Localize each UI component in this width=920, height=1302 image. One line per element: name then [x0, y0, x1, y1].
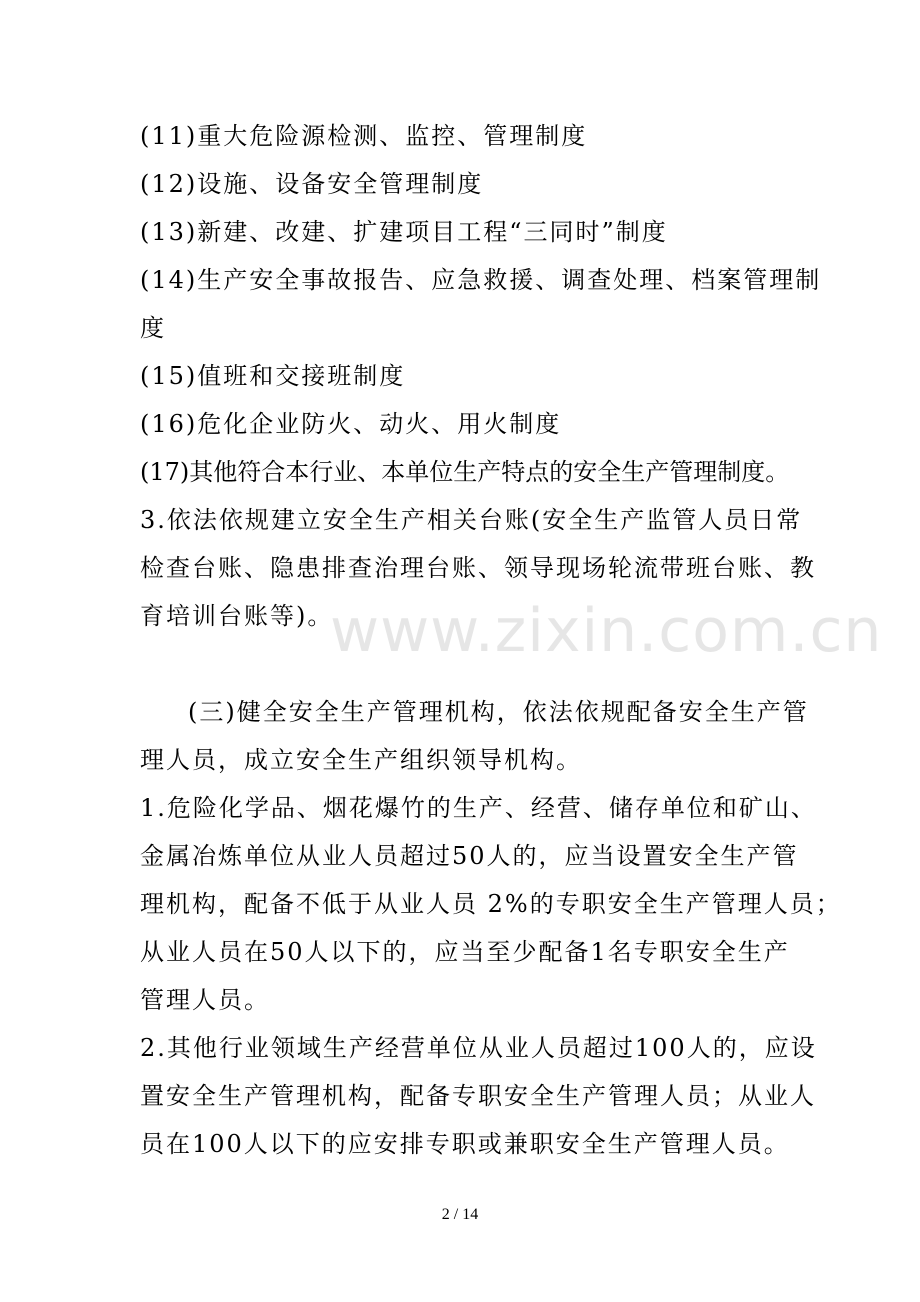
list-item-17: (17)其他符合本行业、本单位生产特点的安全生产管理制度。: [140, 458, 790, 486]
section-heading-3-line-1: (三)健全安全生产管理机构，依法依规配备安全生产管: [188, 698, 809, 726]
paragraph-3-line-3: 育培训台账等)。: [140, 602, 334, 630]
paragraph-2-line-1: 2.其他行业领域生产经营单位从业人员超过100人的，应设: [140, 1034, 817, 1062]
paragraph-3-line-1: 3.依法依规建立安全生产相关台账(安全生产监管人员日常: [140, 506, 803, 534]
list-item-11: (11)重大危险源检测、监控、管理制度: [140, 122, 588, 150]
list-item-12: (12)设施、设备安全管理制度: [140, 170, 484, 198]
list-item-14: (14)生产安全事故报告、应急救援、调查处理、档案管理制: [140, 266, 822, 294]
paragraph-1-line-3: 理机构，配备不低于从业人员 2%的专职安全生产管理人员；: [140, 890, 842, 918]
site-watermark: www.zixin.com.cn: [330, 596, 883, 666]
document-body: [140, 112, 842, 1168]
paragraph-1-line-4: 从业人员在50人以下的，应当至少配备1名专职安全生产: [140, 938, 790, 966]
paragraph-1-line-2: 金属冶炼单位从业人员超过50人的，应当设置安全生产管: [140, 842, 799, 870]
section-heading-3-line-2: 理人员，成立安全生产组织领导机构。: [140, 746, 582, 774]
list-item-16: (16)危化企业防火、动火、用火制度: [140, 410, 562, 438]
paragraph-1-line-1: 1.危险化学品、烟花爆竹的生产、经营、储存单位和矿山、: [140, 794, 817, 822]
section-gap: [140, 640, 785, 688]
list-item-15: (15)值班和交接班制度: [140, 362, 406, 390]
paragraph-2-line-3: 员在100人以下的应安排专职或兼职安全生产管理人员。: [140, 1130, 790, 1158]
list-item-13: (13)新建、改建、扩建项目工程“三同时”制度: [140, 218, 668, 246]
list-item-14-continued: 度: [140, 314, 166, 342]
page-number: 2 / 14: [441, 1206, 479, 1223]
paragraph-1-line-5: 管理人员。: [140, 986, 270, 1014]
paragraph-2-line-2: 置安全生产管理机构，配备专职安全生产管理人员；从业人: [140, 1082, 816, 1110]
paragraph-3-line-2: 检查台账、隐患排查治理台账、领导现场轮流带班台账、教: [140, 554, 816, 582]
